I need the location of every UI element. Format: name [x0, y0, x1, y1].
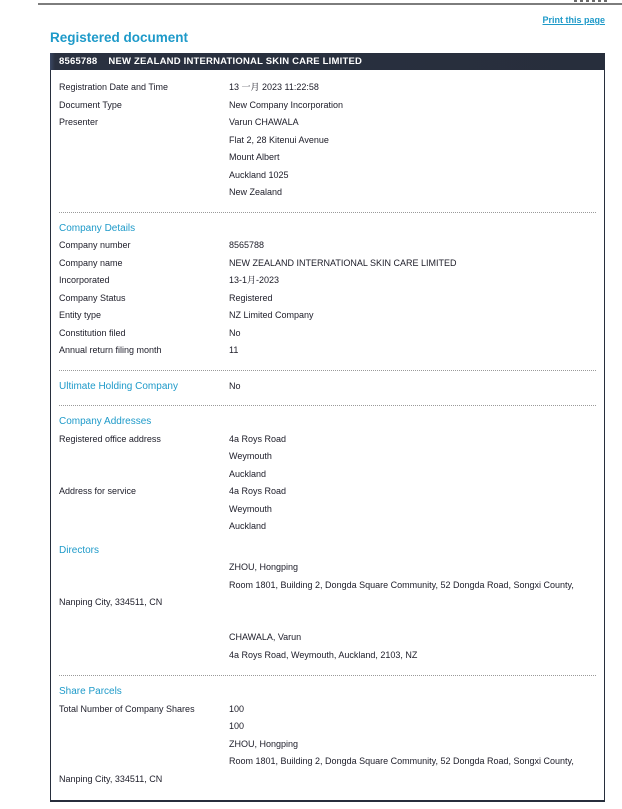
- presenter-line: Mount Albert: [229, 152, 280, 162]
- registered-document-view: [50, 30, 605, 802]
- field-label: Annual return filing month: [59, 345, 162, 355]
- row-registered-office-address: [59, 431, 596, 484]
- presenter-line: Varun CHAWALA: [229, 117, 299, 127]
- field-value: 13 一月 2023 11:22:58: [229, 82, 319, 92]
- address-line: Weymouth: [229, 503, 272, 514]
- share-parcel-line: 100: [229, 721, 245, 731]
- row-address-for-service: [59, 483, 596, 536]
- director-address: Room 1801, Building 2, Dongda Square Community, 52 Dongda Road, Songxi County, Nanping City, 334511, CN: [59, 579, 574, 607]
- dotted-separator: [59, 675, 596, 676]
- director-name: CHAWALA, Varun: [229, 632, 302, 642]
- shareholder-address: Room 1801, Building 2, Dongda Square Community, 52 Dongda Road, Songxi County, Nanping City, 334511, CN: [59, 756, 574, 784]
- address-line: Auckland: [229, 521, 267, 531]
- section-heading-company-details: Company Details: [59, 222, 136, 234]
- field-value: New Company Incorporation: [229, 99, 344, 110]
- row-company-number: [59, 237, 596, 255]
- dotted-separator: [59, 405, 596, 406]
- field-value: 100: [229, 703, 245, 714]
- row-annual-return-month: [59, 342, 596, 360]
- dotted-separator: [59, 370, 596, 371]
- address-block: [229, 483, 596, 536]
- document-header-bar: [50, 53, 605, 70]
- field-value: No: [229, 327, 241, 338]
- section-heading-share-parcels: Share Parcels: [59, 686, 122, 697]
- director-name: ZHOU, Hongping: [229, 562, 299, 572]
- address-line: Weymouth: [229, 451, 272, 461]
- row-total-shares: [59, 701, 596, 719]
- row-constitution-filed: [59, 325, 596, 343]
- dotted-separator: [59, 212, 596, 213]
- shareholder-name: ZHOU, Hongping: [229, 738, 299, 749]
- field-label: Company name: [59, 257, 123, 268]
- field-label: Incorporated: [59, 275, 110, 285]
- address-block: [229, 431, 596, 484]
- field-value: Registered: [229, 292, 273, 303]
- section-heading-company-addresses: Company Addresses: [59, 416, 152, 427]
- field-label: Registration Date and Time: [59, 82, 169, 92]
- row-incorporated: [59, 272, 596, 290]
- top-divider: [38, 3, 622, 5]
- field-value: No: [229, 380, 241, 391]
- row-company-status: [59, 290, 596, 308]
- field-value: 8565788: [229, 240, 265, 250]
- company-name-header: NEW ZEALAND INTERNATIONAL SKIN CARE LIMITED: [108, 56, 363, 67]
- field-label: Address for service: [59, 486, 137, 496]
- address-line: 4a Roys Road: [229, 486, 287, 496]
- address-line: 4a Roys Road: [229, 433, 287, 444]
- director-entry: [59, 559, 596, 612]
- field-label: Document Type: [59, 99, 122, 110]
- field-value: NZ Limited Company: [229, 310, 314, 320]
- presenter-line: New Zealand: [229, 187, 283, 197]
- field-value: NEW ZEALAND INTERNATIONAL SKIN CARE LIMITED: [229, 257, 457, 268]
- field-label: Company Status: [59, 292, 126, 303]
- director-address: 4a Roys Road, Weymouth, Auckland, 2103, NZ: [229, 649, 418, 660]
- row-entity-type: [59, 307, 596, 325]
- row-registration-date: [59, 79, 596, 97]
- company-number-header: 8565788: [59, 56, 98, 67]
- cropped-header-remnant: [574, 0, 608, 2]
- document-content-box: [50, 70, 605, 802]
- row-presenter: [59, 114, 596, 202]
- page-title: Registered document: [50, 30, 189, 45]
- field-value: 13-1月-2023: [229, 275, 280, 285]
- section-heading-directors: Directors: [59, 544, 100, 556]
- director-entry: [59, 629, 596, 664]
- address-line: Auckland: [229, 468, 267, 479]
- field-label: Presenter: [59, 117, 99, 127]
- field-label: Total Number of Company Shares: [59, 703, 195, 714]
- row-document-type: [59, 97, 596, 115]
- field-label: Constitution filed: [59, 327, 126, 338]
- field-label: Registered office address: [59, 433, 161, 444]
- section-heading-ultimate-holding-company: Ultimate Holding Company: [59, 380, 178, 392]
- presenter-line: Auckland 1025: [229, 169, 289, 180]
- field-label: Entity type: [59, 310, 102, 320]
- print-this-page-link[interactable]: Print this page: [542, 15, 605, 25]
- field-value: 11: [229, 345, 239, 355]
- row-company-name: [59, 255, 596, 273]
- presenter-line: Flat 2, 28 Kitenui Avenue: [229, 134, 329, 145]
- field-label: Company number: [59, 240, 131, 250]
- presenter-address-block: [229, 114, 596, 202]
- row-ultimate-holding-company: [59, 378, 596, 396]
